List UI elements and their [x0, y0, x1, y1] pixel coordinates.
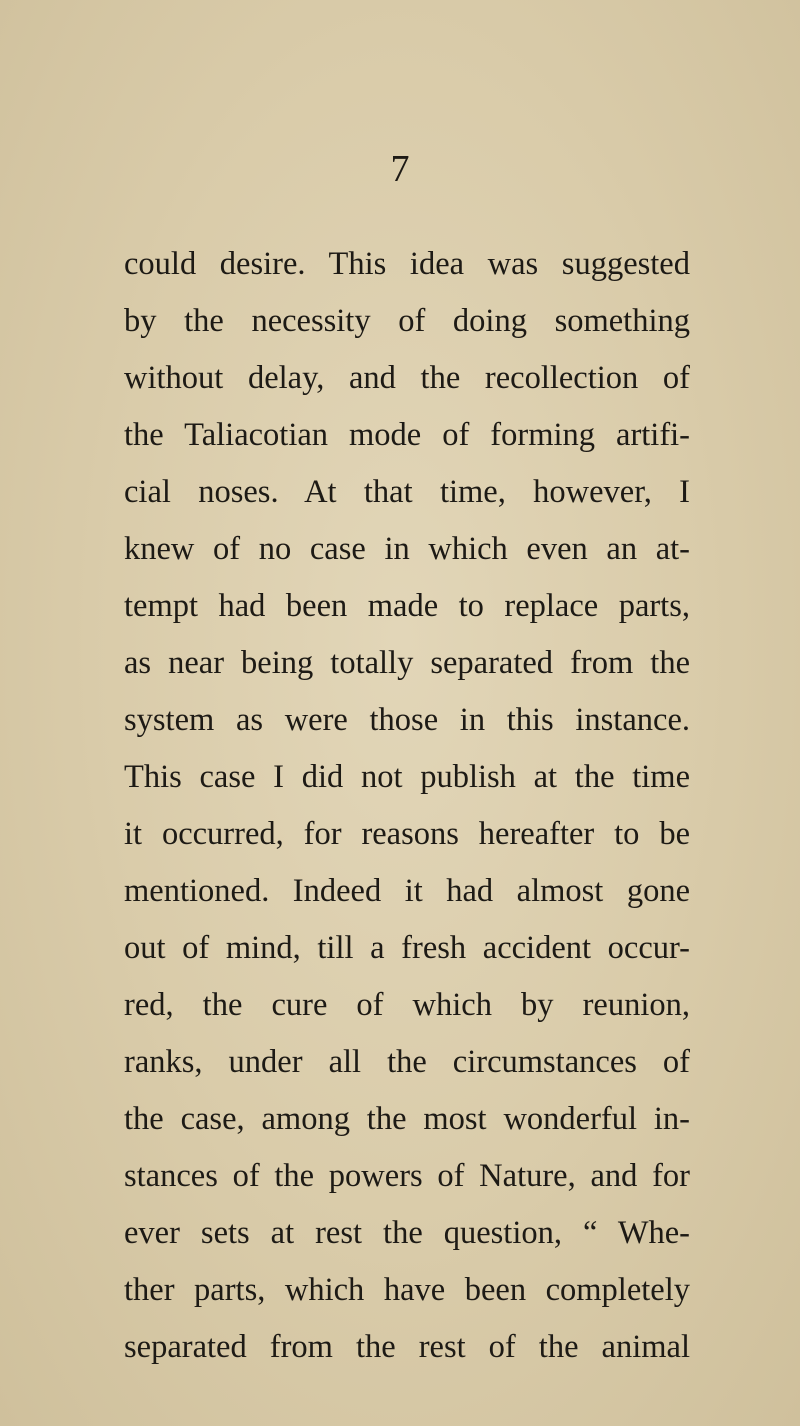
text-line: out of mind, till a fresh accident occur-: [124, 930, 690, 966]
page-body-text: [124, 236, 690, 1376]
page-number: 7: [390, 148, 410, 190]
text-line: cial noses. At that time, however, I: [124, 474, 690, 510]
text-line: tempt had been made to replace parts,: [124, 588, 690, 624]
text-line: knew of no case in which even an at-: [124, 531, 690, 567]
text-line: the Taliacotian mode of forming artifi-: [124, 417, 690, 453]
text-line: ther parts, which have been completely: [124, 1272, 690, 1308]
text-line: could desire. This idea was suggested: [124, 246, 690, 282]
text-line: mentioned. Indeed it had almost gone: [124, 873, 690, 909]
text-line: by the necessity of doing something: [124, 303, 690, 339]
text-line: ever sets at rest the question, “ Whe-: [124, 1215, 690, 1251]
text-line: system as were those in this instance.: [124, 702, 690, 738]
text-line: stances of the powers of Nature, and for: [124, 1158, 690, 1194]
text-line: This case I did not publish at the time: [124, 759, 690, 795]
text-line: as near being totally separated from the: [124, 645, 690, 681]
text-line: the case, among the most wonderful in-: [124, 1101, 690, 1137]
text-line: without delay, and the recollection of: [124, 360, 690, 396]
text-line: red, the cure of which by reunion,: [124, 987, 690, 1023]
text-line: it occurred, for reasons hereafter to be: [124, 816, 690, 852]
text-line: separated from the rest of the animal: [124, 1329, 690, 1365]
text-line: ranks, under all the circumstances of: [124, 1044, 690, 1080]
